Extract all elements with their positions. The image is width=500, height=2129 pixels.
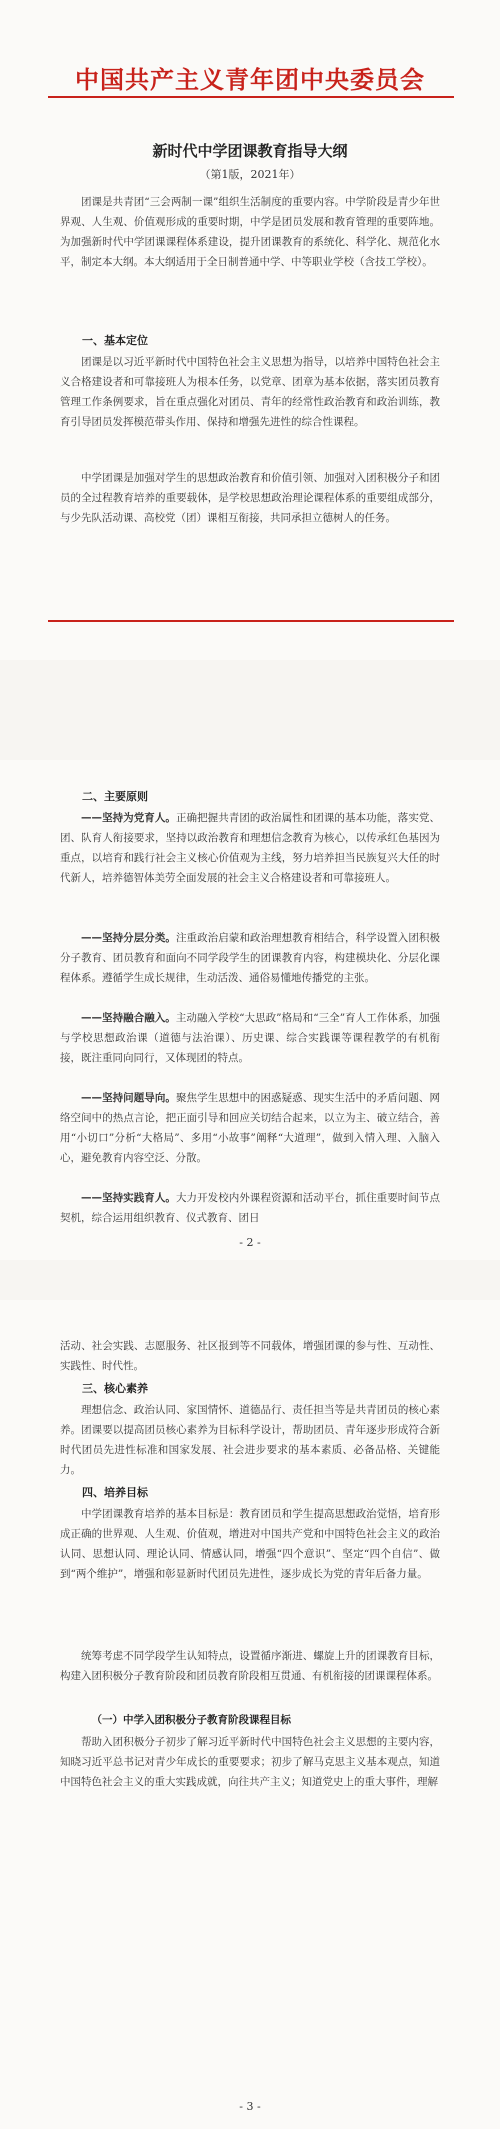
principle-lead-1: ——坚持为党育人。 xyxy=(81,812,176,824)
page-3 xyxy=(0,1300,500,2129)
principle-body-2: 注重政治启蒙和政治理想教育相结合，科学设置入团积极分子教育、团员教育和面向不同学段学生的团课教育内容，构建模块化、分层化课程体系。遵循学生成长规律，生动活泼、通俗易懂地传播党的主张。 xyxy=(60,932,440,984)
section4-paragraph-2: 统筹考虑不同学段学生认知特点，设置循序渐进、螺旋上升的团课教育目标，构建入团积极分子教育阶段和团员教育阶段相互贯通、有机衔接的团课课程体系。 xyxy=(60,1650,440,1682)
principle-lead-3: ——坚持融合融入。 xyxy=(81,1012,176,1024)
principle-lead-5: ——坚持实践育人。 xyxy=(81,1192,176,1204)
subsection1-paragraph: 帮助入团积极分子初步了解习近平新时代中国特色社会主义思想的主要内容，知晓习近平总书记对青少年成长的重要要求；初步了解马克思主义基本观点，知道中国特色社会主义的重大实践成就，向往共产主义；知道党史上的重大事件，理解 xyxy=(60,1736,440,1788)
continued-paragraph: 活动、社会实践、志愿服务、社区报到等不同载体，增强团课的参与性、互动性、实践性、时代性。 xyxy=(60,1340,440,1372)
subsection-heading-1: （一）中学入团积极分子教育阶段课程目标 xyxy=(91,1714,291,1726)
page-number: - 2 - xyxy=(239,1236,261,1249)
page-number: - 3 - xyxy=(239,2100,261,2113)
principle-paragraph-2 xyxy=(60,928,440,988)
intro-paragraph: 团课是共青团“三会两制一课”组织生活制度的重要内容。中学阶段是青少年世界观、人生观、价值观形成的重要时期，中学是团员发展和教育管理的重要阵地。为加强新时代中学团课课程体系建设，提升团课教育的系统化、科学化、规范化水平，制定本大纲。本大纲适用于全日制普通中学、中等职业学校（含技工学校）。 xyxy=(60,196,440,268)
principle-lead-2: ——坚持分层分类。 xyxy=(81,932,176,944)
principle-body-3: 主动融入学校“大思政”格局和“三全”育人工作体系，加强与学校思想政治课（道德与法治课）、历史课、综合实践课等课程教学的有机衔接，既注重同向同行，又体现团的特点。 xyxy=(60,1012,440,1064)
section-heading-2: 二、主要原则 xyxy=(82,790,148,803)
header-red-rule xyxy=(48,96,454,98)
section-heading-1: 一、基本定位 xyxy=(82,334,148,347)
principle-body-1: 正确把握共青团的政治属性和团课的基本功能，落实党、团、队育人衔接要求，坚持以政治教育和理想信念教育为核心，以传承红色基因为重点，以培育和践行社会主义核心价值观为主线，努力培养担当民族复兴大任的时代新人，培养德智体美劳全面发展的社会主义合格建设者和可靠接班人。 xyxy=(60,812,440,884)
principle-paragraph-3 xyxy=(60,1008,440,1068)
page-2 xyxy=(0,760,500,1260)
section1-paragraph-2: 中学团课是加强对学生的思想政治教育和价值引领、加强对入团积极分子和团员的全过程教育培养的重要载体，是学校思想政治理论课程体系的重要组成部分，与少先队活动课、高校党（团）课相互衔接，共同承担立德树人的任务。 xyxy=(60,472,440,524)
document-title: 新时代中学团课教育指导大纲 xyxy=(152,142,348,160)
section-heading-3: 三、核心素养 xyxy=(82,1382,148,1395)
document-edition: （第1版，2021年） xyxy=(199,168,301,181)
footer-red-rule xyxy=(48,620,454,622)
principle-body-4: 聚焦学生思想中的困惑疑惑、现实生活中的矛盾问题、网络空间中的热点言论，把正面引导和回应关切结合起来，以立为主、破立结合，善用“小切口”分析“大格局”、多用“小故事”阐释“大道理”，做到入情入理、入脑入心，避免教育内容空泛、分散。 xyxy=(60,1092,440,1164)
section-heading-4: 四、培养目标 xyxy=(82,1486,148,1499)
principle-paragraph-5 xyxy=(60,1188,440,1228)
section3-paragraph: 理想信念、政治认同、家国情怀、道德品行、责任担当等是共青团员的核心素养。团课要以提高团员核心素养为目标科学设计，帮助团员、青年逐步形成符合新时代团员先进性标准和国家发展、社会进步要求的基本素质、必备品格、关键能力。 xyxy=(60,1404,440,1476)
principle-paragraph-4 xyxy=(60,1088,440,1168)
issuer-header: 中国共产主义青年团中央委员会 xyxy=(75,66,425,94)
section1-paragraph-1: 团课是以习近平新时代中国特色社会主义思想为指导，以培养中国特色社会主义合格建设者和可靠接班人为根本任务，以党章、团章为基本依据，落实团员教育管理工作条例要求，旨在重点强化对团员、青年的经常性政治教育和政治训练，教育引导团员发挥模范带头作用、保持和增强先进性的综合性课程。 xyxy=(60,356,440,428)
principle-lead-4: ——坚持问题导向。 xyxy=(81,1092,176,1104)
section4-paragraph-1: 中学团课教育培养的基本目标是：教育团员和学生提高思想政治觉悟，培育形成正确的世界观、人生观、价值观，增进对中国共产党和中国特色社会主义的政治认同、思想认同、理论认同、情感认同，增强“四个意识”、坚定“四个自信”、做到“两个维护”，增强和彰显新时代团员先进性，逐步成长为党的青年后备力量。 xyxy=(60,1508,440,1580)
principle-body-5: 大力开发校内外课程资源和活动平台，抓住重要时间节点契机，综合运用组织教育、仪式教育、团日 xyxy=(60,1192,440,1224)
principle-paragraph-1 xyxy=(60,808,440,888)
page-1 xyxy=(0,0,500,660)
